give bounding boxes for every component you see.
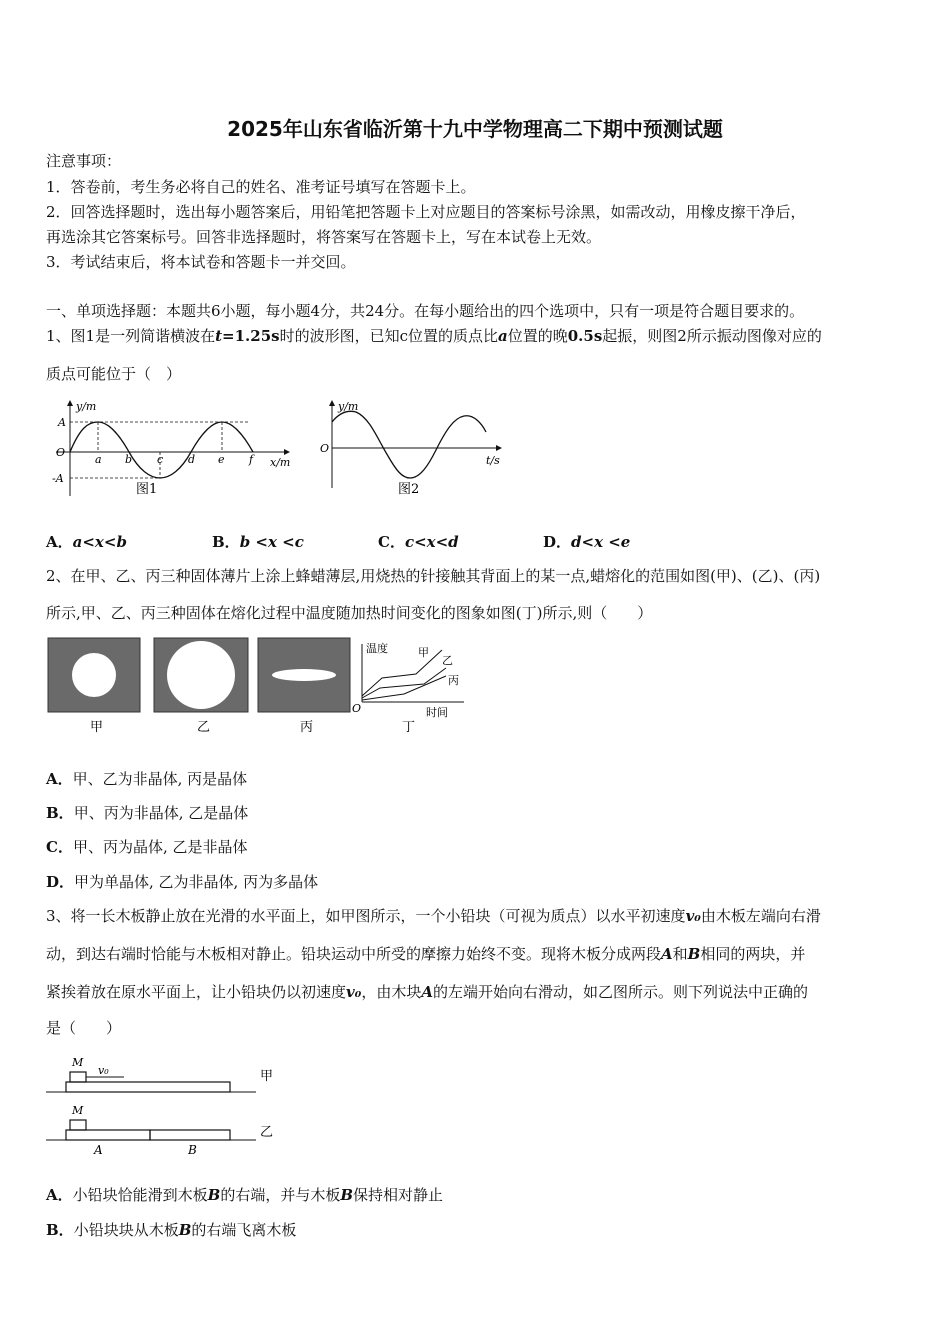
point-f: f [249, 453, 254, 466]
q3-stem-line4: 是（ ） [46, 1019, 122, 1037]
q3-var-a: A [661, 945, 673, 963]
q3-text: 和 [672, 945, 688, 963]
q1-stem-line2: 质点可能位于（ ） [46, 365, 182, 383]
q3-text: ，由木块 [361, 983, 422, 1001]
point-d: d [188, 453, 196, 466]
q2-figure [44, 634, 476, 738]
t-axis-label: t/s [486, 454, 500, 467]
lead-block-yi [70, 1120, 86, 1130]
q1-stem [46, 326, 822, 346]
figure-caption: 图2 [398, 482, 420, 497]
q3-option-a[interactable] [46, 1185, 443, 1205]
temp-label: 温度 [366, 642, 388, 655]
melt-ellipse-bing [272, 669, 336, 681]
option-var: B [340, 1186, 354, 1204]
option-text: 的右端，并与木板 [220, 1186, 341, 1204]
curve-label-yi: 乙 [442, 654, 453, 667]
q3-text: 的左端开始向右滑动，如乙图所示。则下列说法中正确的 [432, 983, 808, 1001]
y-axis-label: y/m [76, 400, 97, 413]
caption-yi: 乙 [197, 720, 211, 735]
point-a: a [95, 453, 102, 466]
y-axis-label: y/m [338, 400, 359, 413]
option-label: B． [46, 804, 74, 822]
y-arrow [67, 400, 73, 406]
q3-text: 相同的两块，并 [700, 945, 806, 963]
notice-item: 1．答卷前，考生务必将自己的姓名、准考证号填写在答题卡上。 [46, 178, 476, 196]
q2-option-a[interactable] [46, 769, 247, 789]
time-label: 时间 [426, 706, 448, 719]
amplitude-label: A [58, 416, 66, 429]
option-label: C． [378, 533, 405, 551]
notice-item: 3．考试结束后，将本试卷和答题卡一并交回。 [46, 253, 356, 271]
q3-stem-line3 [46, 982, 808, 1002]
option-text: 甲、丙为晶体, 乙是非晶体 [72, 838, 248, 856]
option-label: A． [46, 1186, 73, 1204]
section-heading: 一、单项选择题：本题共6小题，每小题4分，共24分。在每小题给出的四个选项中，只有一项是符合题目要求的。 [46, 302, 805, 320]
caption-ding: 丁 [402, 720, 416, 735]
option-label: D． [543, 533, 572, 551]
q3-figure [44, 1052, 284, 1160]
option-label: B． [212, 533, 240, 551]
curve-bing [362, 676, 446, 700]
q3-var-b: B [687, 945, 701, 963]
board-a-label: A [94, 1143, 103, 1157]
q3-option-b[interactable] [46, 1220, 296, 1240]
q1-option-b[interactable] [212, 532, 304, 552]
option-label: A． [46, 770, 73, 788]
caption-bing: 丙 [300, 720, 314, 735]
mass-label: M [72, 1104, 84, 1117]
q1-t-val: =1.25s [222, 327, 280, 345]
q2-option-c[interactable] [46, 837, 248, 857]
curve-jia [362, 650, 442, 696]
option-text: d<x <e [571, 533, 631, 551]
caption-yi: 乙 [260, 1125, 274, 1140]
board-a [66, 1130, 150, 1140]
notice-item: 2．回答选择题时，选出每小题答案后，用铅笔把答题卡上对应题目的答案标号涂黑，如需改动，用橡皮擦干净后， [46, 203, 806, 221]
board-b-label: B [188, 1143, 197, 1157]
curve-label-jia: 甲 [418, 646, 429, 659]
origin-label: O [56, 446, 66, 459]
board-jia [66, 1082, 230, 1092]
option-text: 甲、丙为非晶体, 乙是晶体 [73, 804, 249, 822]
q1-text: 起振，则图2所示振动图像对应的 [602, 327, 822, 345]
x-axis-label: x/m [270, 456, 291, 469]
curve-label-bing: 丙 [448, 674, 459, 687]
point-e: e [218, 453, 225, 466]
wave-curve [70, 422, 253, 478]
x-arrow [284, 449, 290, 455]
origin-label: O [352, 702, 362, 715]
option-label: D． [46, 873, 75, 891]
q1-option-d[interactable] [543, 532, 630, 552]
vibration-curve [332, 411, 486, 478]
q1-text: 1、图1是一列简谐横波在 [46, 327, 216, 345]
q3-text: 由木板左端向右滑 [700, 907, 821, 925]
lead-block-jia [70, 1072, 86, 1082]
figure-caption: 图1 [136, 482, 158, 497]
neg-amplitude-label: -A [52, 472, 64, 485]
option-text: a<x<b [72, 533, 127, 551]
q1-text: 位置的晚 [507, 327, 568, 345]
q3-text: 动，到达右端时恰能与木板相对静止。铅块运动中所受的摩擦力始终不变。现将木板分成两段 [46, 945, 662, 963]
point-c: c [157, 453, 164, 466]
option-text: 的右端飞离木板 [191, 1221, 297, 1239]
caption-jia: 甲 [260, 1069, 274, 1084]
q1-figure-2 [314, 396, 510, 500]
v0-label: v₀ [98, 1064, 109, 1077]
option-var: B [178, 1221, 192, 1239]
option-label: C． [46, 838, 73, 856]
q1-option-a[interactable] [46, 532, 127, 552]
option-text: 甲、乙为非晶体, 丙是晶体 [72, 770, 248, 788]
q3-v0: v₀ [346, 983, 362, 1001]
q2-option-d[interactable] [46, 872, 318, 892]
q1-figure-1 [44, 396, 294, 500]
option-label: A． [46, 533, 73, 551]
melt-circle-jia [72, 653, 116, 697]
t-arrow [496, 445, 502, 451]
option-text: 小铅块恰能滑到木板 [72, 1186, 208, 1204]
q1-t-var: t [215, 327, 223, 345]
q1-option-c[interactable] [378, 532, 459, 552]
q3-text: 3、将一长木板静止放在光滑的水平面上，如甲图所示，一个小铅块（可视为质点）以水平初速度 [46, 907, 686, 925]
q2-option-b[interactable] [46, 803, 248, 823]
origin-label: O [320, 442, 330, 455]
q3-stem [46, 906, 821, 926]
q3-stem-line2 [46, 944, 805, 964]
q2-stem: 2、在甲、乙、丙三种固体薄片上涂上蜂蜡薄层,用烧热的针接触其背面上的某一点,蜡熔化的范围如图(甲)、(乙)、(丙) [46, 567, 821, 585]
q2-stem-line2: 所示,甲、乙、丙三种固体在熔化过程中温度随加热时间变化的图象如图(丁)所示,则（ ） [46, 604, 653, 622]
y-arrow [329, 400, 335, 406]
point-b: b [125, 453, 133, 466]
option-label: B． [46, 1221, 74, 1239]
q1-text: 时的波形图，已知c位置的质点比 [279, 327, 498, 345]
option-var: B [207, 1186, 221, 1204]
page-title: 2025年山东省临沂第十九中学物理高二下期中预测试题 [227, 117, 723, 141]
board-b [150, 1130, 230, 1140]
q1-a-var: a [497, 327, 508, 345]
option-text: 甲为单晶体, 乙为非晶体, 丙为多晶体 [74, 873, 319, 891]
caption-jia: 甲 [90, 720, 104, 735]
option-text: 保持相对静止 [353, 1186, 444, 1204]
option-text: 小铅块块从木板 [73, 1221, 179, 1239]
notice-heading: 注意事项： [46, 152, 122, 170]
mass-label: M [72, 1056, 84, 1069]
melt-circle-yi [167, 641, 235, 709]
q3-text: 紧挨着放在原水平面上，让小铅块仍以初速度 [46, 983, 347, 1001]
q3-v0: v₀ [685, 907, 701, 925]
option-text: c<x<d [404, 533, 459, 551]
notice-item: 再选涂其它答案标号。回答非选择题时，将答案写在答题卡上，写在本试卷上无效。 [46, 228, 602, 246]
q1-delay: 0.5s [567, 327, 603, 345]
q3-var-a: A [421, 983, 433, 1001]
option-text: b <x <c [239, 533, 304, 551]
